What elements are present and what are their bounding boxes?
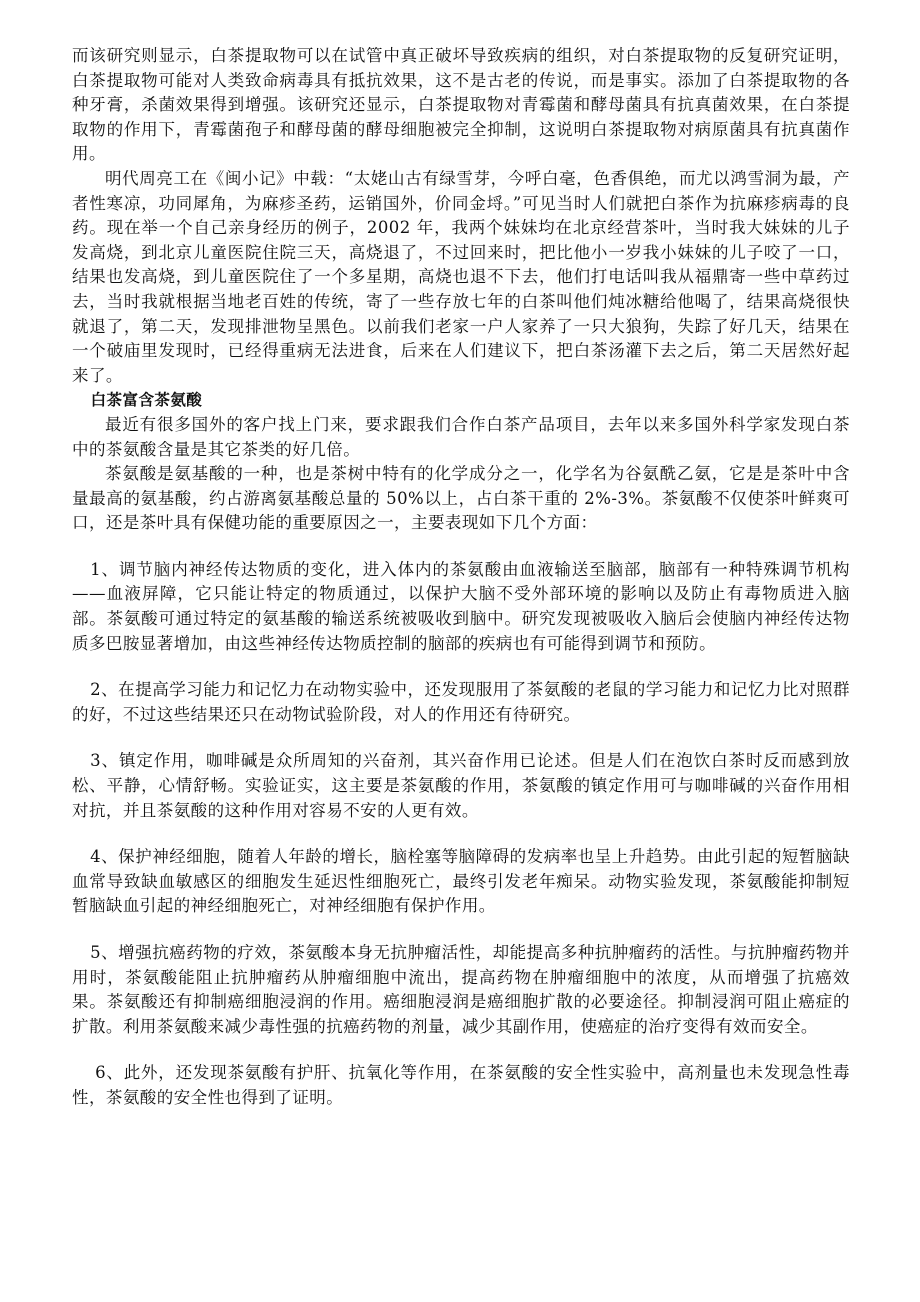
list-item-4: 4、保护神经细胞，随着人年龄的增长，脑栓塞等脑障碍的发病率也呈上升趋势。由此引起的短暂脑缺血常导致缺血敏感区的细胞发生延迟性细胞死亡，最终引发老年痴呆。动物实验发现，茶氨酸能抑制短暂脑缺血引起的神经细胞死亡，对神经细胞有保护作用。 bbox=[72, 847, 850, 916]
paragraph-theanine: 茶氨酸是氨基酸的一种，也是茶树中特有的化学成分之一，化学名为谷氨酰乙氨，它是是茶叶中含量最高的氨基酸，约占游离氨基酸总量的 50%以上，占白茶干重的 2%-3%。茶氨酸不仅使茶叶鲜爽可口，还是茶叶具有保健功能的重要原因之一，主要表现如下几个方面： bbox=[72, 464, 850, 533]
list-item-1: 1、调节脑内神经传达物质的变化，进入体内的茶氨酸由血液输送至脑部，脑部有一种特殊调节机构——血液屏障，它只能让特定的物质通过，以保护大脑不受外部环境的影响以及防止有毒物质进入脑部。茶氨酸可通过特定的氨基酸的输送系统被吸收到脑中。研究发现被吸收入脑后会使脑内神经传达物质多巴胺显著增加，由这些神经传达物质控制的脑部的疾病也有可能得到调节和预防。 bbox=[72, 559, 850, 653]
list-item-3: 3、镇定作用，咖啡碱是众所周知的兴奋剂，其兴奋作用已论述。但是人们在泡饮白茶时反而感到放松、平静，心情舒畅。实验证实，这主要是茶氨酸的作用，茶氨酸的镇定作用可与咖啡碱的兴奋作用相对抗，并且茶氨酸的这种作用对容易不安的人更有效。 bbox=[72, 751, 850, 820]
spacer bbox=[72, 656, 850, 678]
list-item-6: 6、此外，还发现茶氨酸有护肝、抗氧化等作用，在茶氨酸的安全性实验中，高剂量也未发现急性毒性，茶氨酸的安全性也得到了证明。 bbox=[72, 1063, 850, 1107]
spacer bbox=[72, 727, 850, 749]
paragraph-history: 明代周亮工在《闽小记》中载：“太姥山古有绿雪芽，今呼白毫，色香俱绝，而尤以鸿雪洞为最，产者性寒凉，功同犀角，为麻疹圣药，运销国外，价同金埒。”可见当时人们就把白茶作为抗麻疹病毒的良药。现在举一个自己亲身经历的例子，2002 年，我两个妹妹均在北京经营茶叶，当时我大妹妹的儿子发高烧，到北京儿童医院住院三天，高烧退了，不过回来时，把比他小一岁我小妹妹的儿子咬了一口，结果也发高烧，到儿童医院住了一个多星期，高烧也退不下去，他们打电话叫我从福鼎寄一些中草药过去，当时我就根据当地老百姓的传统，寄了一些存放七年的白茶叫他们炖冰糖给他喝了，结果高烧很快就退了，第二天，发现排泄物呈黑色。以前我们老家一户人家养了一只大狼狗，失踪了好几天，结果在一个破庙里发现时，已经得重病无法进食，后来在人们建议下，把白茶汤灌下去之后，第二天居然好起来了。 bbox=[72, 168, 850, 385]
document-page bbox=[72, 44, 850, 1111]
paragraph-intro: 而该研究则显示，白茶提取物可以在试管中真正破坏导致疾病的组织，对白茶提取物的反复研究证明，白茶提取物可能对人类致命病毒具有抵抗效果，这不是古老的传说，而是事实。添加了白茶提取物的各种牙膏，杀菌效果得到增强。该研究还显示，白茶提取物对青霉菌和酵母菌具有抗真菌效果，在白茶提取物的作用下，青霉菌孢子和酵母菌的酵母细胞被完全抑制，这说明白茶提取物对病原菌具有抗真菌作用。 bbox=[72, 46, 850, 164]
spacer bbox=[72, 823, 850, 845]
paragraph-clients: 最近有很多国外的客户找上门来，要求跟我们合作白茶产品项目，去年以来多国外科学家发现白茶中的茶氨酸含量是其它茶类的好几倍。 bbox=[72, 414, 850, 459]
spacer bbox=[72, 919, 850, 941]
list-item-2: 2、在提高学习能力和记忆力在动物实验中，还发现服用了茶氨酸的老鼠的学习能力和记忆力比对照群的好，不过这些结果还只在动物试验阶段，对人的作用还有待研究。 bbox=[72, 680, 850, 724]
spacer bbox=[72, 1039, 850, 1061]
section-heading: 白茶富含茶氨酸 bbox=[90, 391, 203, 410]
list-item-5: 5、增强抗癌药物的疗效，茶氨酸本身无抗肿瘤活性，却能提高多种抗肿瘤药的活性。与抗肿瘤药物并用时，茶氨酸能阻止抗肿瘤药从肿瘤细胞中流出，提高药物在肿瘤细胞中的浓度，从而增强了抗癌效果。茶氨酸还有抑制癌细胞浸润的作用。癌细胞浸润是癌细胞扩散的必要途径。抑制浸润可阻止癌症的扩散。利用茶氨酸来减少毒性强的抗癌药物的剂量，减少其副作用，使癌症的治疗变得有效而安全。 bbox=[72, 943, 850, 1036]
spacer bbox=[72, 536, 850, 558]
